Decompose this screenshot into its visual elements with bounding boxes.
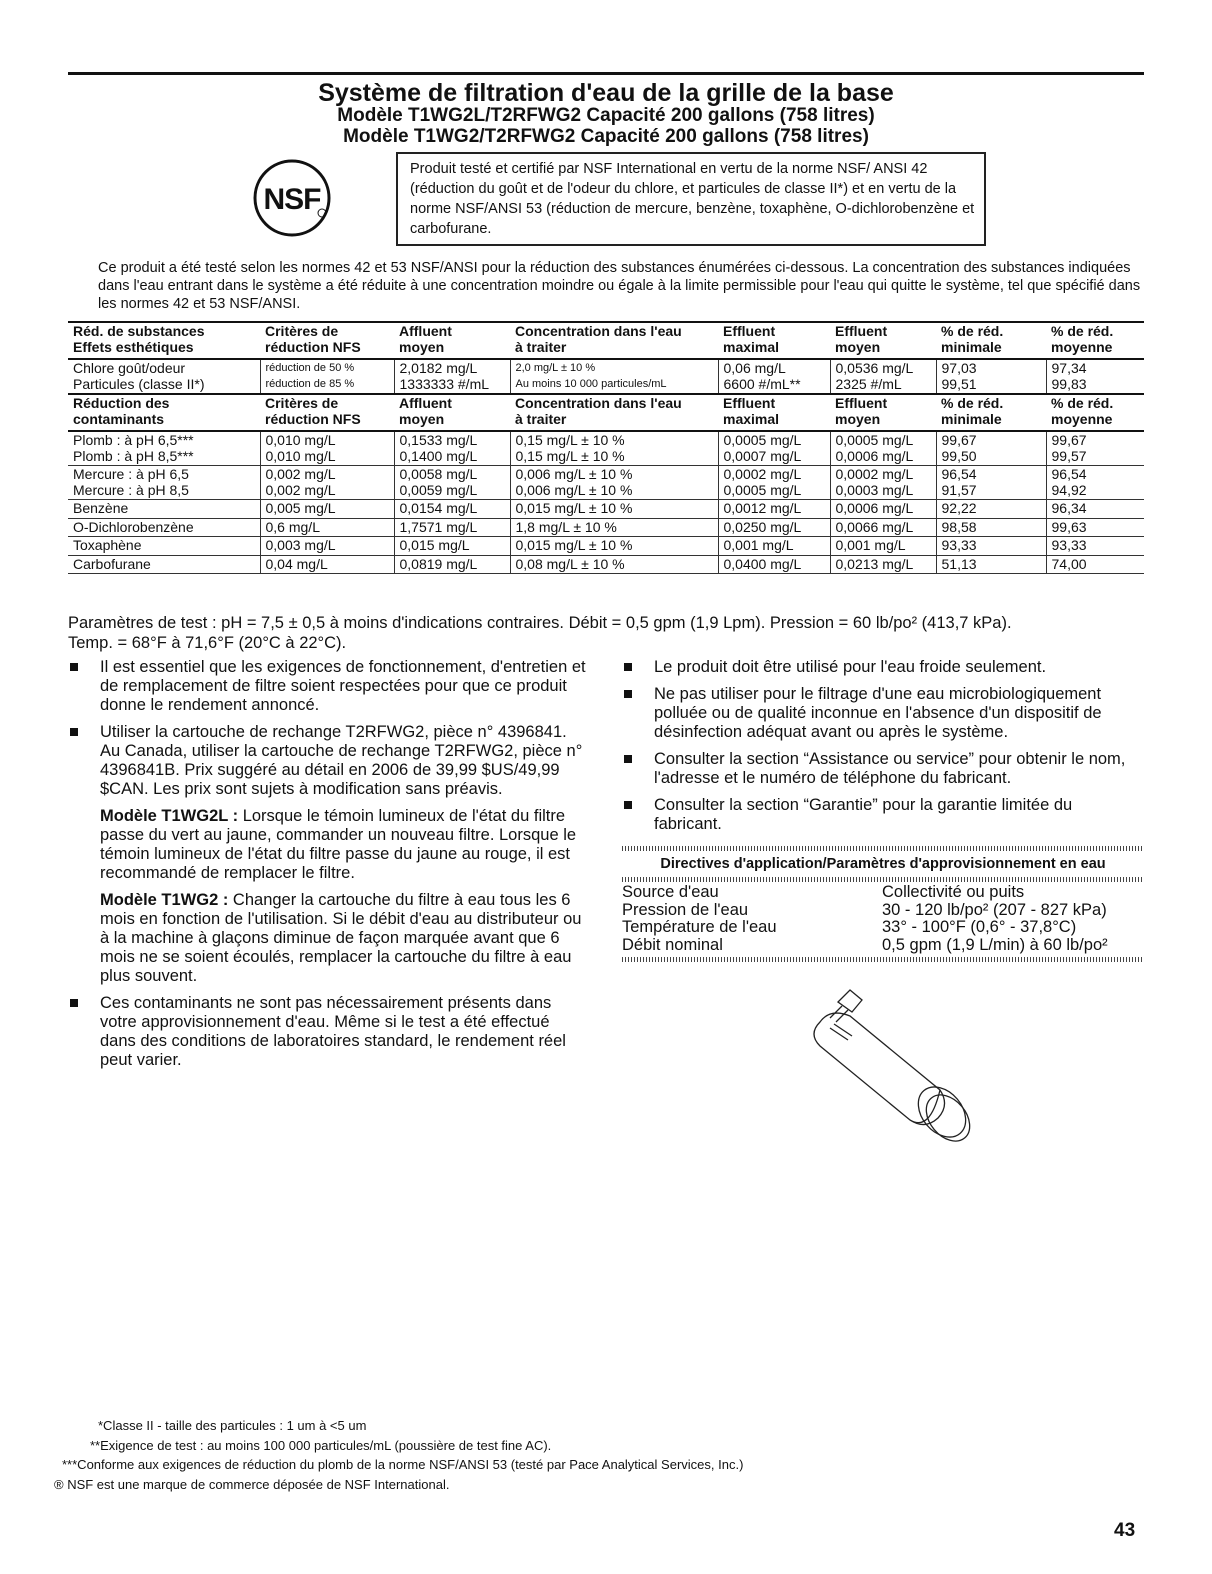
model-t1wg2l-label: Modèle T1WG2L :: [100, 807, 239, 825]
column-header: Critères de réduction NFS: [260, 394, 394, 431]
table-cell: O-Dichlorobenzène: [68, 518, 260, 537]
directive-key: Débit nominal: [622, 935, 723, 954]
table-cell: 97,03 99,51: [936, 359, 1046, 394]
page-number: 43: [1114, 1520, 1136, 1541]
performance-table: [68, 321, 1144, 574]
table-cell: 0,0006 mg/L: [830, 500, 936, 519]
directive-key: Pression de l'eau: [622, 900, 749, 919]
column-header: Effluent moyen: [830, 394, 936, 431]
table-cell: 0,1533 mg/L 0,1400 mg/L: [394, 431, 510, 466]
table-cell: 93,33: [1046, 537, 1144, 556]
table-cell: 2,0 mg/L ± 10 % Au moins 10 000 particules/mL: [510, 359, 718, 394]
table-cell: 0,06 mg/L 6600 #/mL**: [718, 359, 830, 394]
table-cell: 0,003 mg/L: [260, 537, 394, 556]
directive-key: Source d'eau: [622, 883, 719, 901]
table-cell: 96,54 91,57: [936, 466, 1046, 500]
top-rule: [68, 72, 1144, 75]
table-cell: 0,0066 mg/L: [830, 518, 936, 537]
table-row: [68, 359, 1144, 394]
table-cell: 0,0819 mg/L: [394, 555, 510, 574]
directive-value: 0,5 gpm (1,9 L/min) à 60 lb/po²: [882, 935, 1108, 954]
column-header: Critères de réduction NFS: [260, 322, 394, 359]
page-title: Système de filtration d'eau de la grille de la base: [318, 79, 894, 107]
table-cell: 96,54 94,92: [1046, 466, 1144, 500]
header-row-contaminants: [68, 394, 1144, 431]
nsf-certification-box: Produit testé et certifié par NSF International en vertu de la norme NSF/ ANSI 42 (réduction du goût et de l'odeur du chlore, et particules de classe II*) et en vertu de la norme NSF/ANSI 53 (réduction de mercure, benzène, toxaphène, O-dichlorobenzène et carbofurane.: [396, 152, 986, 246]
model-t1wg2-label: Modèle T1WG2 :: [100, 891, 229, 909]
intro-paragraph: Ce produit a été testé selon les normes 42 et 53 NSF/ANSI pour la réduction des substances énumérées ci-dessous. La concentration des substances indiquées dans l'eau entrant dans le système a été réduite à une concentration moindre ou égale à la limite permissible pour l'eau qui quitte le système, tel que spécifié dans les normes 42 et 53 NSF/ANSI.: [98, 260, 1141, 312]
dotted-rule: [622, 957, 1144, 962]
model-t1wg2l-note: [68, 807, 586, 883]
table-cell: Carbofurane: [68, 555, 260, 574]
directive-row: [622, 884, 1144, 902]
table-row: [68, 466, 1144, 500]
left-column: [68, 658, 586, 1078]
model-t1wg2-text: Changer la cartouche du filtre à eau tous les 6 mois en fonction de l'utilisation. Si le débit d'eau au distributeur ou à la machine à glaçons diminue de façon marquée avant que 6 mois ne se soient écoulés, remplacer la cartouche du filtre à eau plus souvent.: [100, 891, 582, 985]
column-header: Réduction des contaminants: [68, 394, 260, 431]
column-header: Affluent moyen: [394, 322, 510, 359]
header-row-aesthetic: [68, 322, 1144, 359]
column-header: Effluent maximal: [718, 394, 830, 431]
directive-value: Collectivité ou puits: [882, 883, 1025, 901]
bullet-assistance: Consulter la section “Assistance ou service” pour obtenir le nom, l'adresse et le numéro de téléphone du fabricant.: [622, 750, 1144, 788]
table-row: [68, 500, 1144, 519]
table-cell: 0,015 mg/L: [394, 537, 510, 556]
table-row: [68, 518, 1144, 537]
model-t1wg2-note: [68, 891, 586, 986]
bullet-unsafe-water: Ne pas utiliser pour le filtrage d'une eau microbiologiquement polluée ou de qualité inconnue en l'absence d'un dispositif de désinfection adéquat avant ou après le système.: [622, 685, 1144, 742]
column-header: % de réd. minimale: [936, 394, 1046, 431]
test-parameters: [68, 613, 1158, 653]
table-cell: 0,0154 mg/L: [394, 500, 510, 519]
column-header: % de réd. moyenne: [1046, 322, 1144, 359]
table-cell: 97,34 99,83: [1046, 359, 1144, 394]
table-cell: 98,58: [936, 518, 1046, 537]
bullet-warranty: Consulter la section “Garantie” pour la garantie limitée du fabricant.: [622, 796, 1144, 834]
table-cell: 0,001 mg/L: [830, 537, 936, 556]
nsf-logo: [252, 158, 332, 238]
footnotes: [50, 1416, 743, 1494]
table-cell: 74,00: [1046, 555, 1144, 574]
table-cell: 1,7571 mg/L: [394, 518, 510, 537]
table-cell: 0,002 mg/L 0,002 mg/L: [260, 466, 394, 500]
column-header: % de réd. minimale: [936, 322, 1046, 359]
column-header: Effluent moyen: [830, 322, 936, 359]
table-cell: 0,0005 mg/L 0,0007 mg/L: [718, 431, 830, 466]
table-cell: Plomb : à pH 6,5*** Plomb : à pH 8,5***: [68, 431, 260, 466]
water-filter-cartridge-illustration: [790, 980, 1000, 1150]
table-cell: 0,08 mg/L ± 10 %: [510, 555, 718, 574]
bullet-replacement-cartridge: Utiliser la cartouche de rechange T2RFWG2, pièce n° 4396841. Au Canada, utiliser la cartouche de rechange T2RFWG2, pièce n° 4396841B. Prix suggéré au détail en 2006 de 39,99 $US/49,99 $CAN. Les prix sont sujets à modification sans préavis.: [68, 723, 586, 799]
table-cell: 0,0002 mg/L 0,0003 mg/L: [830, 466, 936, 500]
directives-title: Directives d'application/Paramètres d'approvisionnement en eau: [660, 856, 1106, 872]
table-cell: 99,67 99,57: [1046, 431, 1144, 466]
test-parameters-line-1: Paramètres de test : pH = 7,5 ± 0,5 à moins d'indications contraires. Débit = 0,5 gpm (1,9 Lpm). Pression = 60 lb/po² (413,7 kPa).: [68, 614, 1012, 632]
table-cell: 96,34: [1046, 500, 1144, 519]
directive-row: [622, 919, 1144, 937]
bullet-contaminants: Ces contaminants ne sont pas nécessairement présents dans votre approvisionnement d'eau. Même si le test a été effectué dans des conditions de laboratoires standard, le rendement réel peut varier.: [68, 994, 586, 1070]
table-cell: 0,015 mg/L ± 10 %: [510, 537, 718, 556]
footnote-trademark: ® NSF est une marque de commerce déposée de NSF International.: [54, 1476, 450, 1492]
directive-row: [622, 937, 1144, 955]
table-cell: 0,15 mg/L ± 10 % 0,15 mg/L ± 10 %: [510, 431, 718, 466]
table-cell: 0,0012 mg/L: [718, 500, 830, 519]
table-cell: 99,63: [1046, 518, 1144, 537]
test-parameters-line-2: Temp. = 68°F à 71,6°F (20°C à 22°C).: [68, 634, 347, 652]
column-header: Concentration dans l'eau à traiter: [510, 322, 718, 359]
table-cell: 0,6 mg/L: [260, 518, 394, 537]
directive-key: Température de l'eau: [622, 918, 777, 936]
table-cell: Chlore goût/odeur Particules (classe II*): [68, 359, 260, 394]
table-cell: 0,0213 mg/L: [830, 555, 936, 574]
table-cell: 0,0400 mg/L: [718, 555, 830, 574]
column-header: Effluent maximal: [718, 322, 830, 359]
table-cell: 93,33: [936, 537, 1046, 556]
column-header: Réd. de substances Effets esthétiques: [68, 322, 260, 359]
bullet-cold-water: Le produit doit être utilisé pour l'eau froide seulement.: [622, 658, 1144, 677]
bullet-requirements: Il est essentiel que les exigences de fonctionnement, d'entretien et de remplacement de filtre soient respectées pour que ce produit donne le rendement annoncé.: [68, 658, 586, 715]
table-cell: 0,005 mg/L: [260, 500, 394, 519]
table-cell: 0,001 mg/L: [718, 537, 830, 556]
column-header: Concentration dans l'eau à traiter: [510, 394, 718, 431]
table-cell: 51,13: [936, 555, 1046, 574]
directive-value: 33° - 100°F (0,6° - 37,8°C): [882, 918, 1077, 936]
footnote-3: ***Conforme aux exigences de réduction du plomb de la norme NSF/ANSI 53 (testé par Pace Analytical Services, Inc.): [62, 1457, 744, 1472]
model-subtitle-1: Modèle T1WG2L/T2RFWG2 Capacité 200 gallons (758 litres): [337, 105, 875, 126]
table-cell: Mercure : à pH 6,5 Mercure : à pH 8,5: [68, 466, 260, 500]
table-cell: 0,010 mg/L 0,010 mg/L: [260, 431, 394, 466]
table-cell: Toxaphène: [68, 537, 260, 556]
table-cell: 0,0536 mg/L 2325 #/mL: [830, 359, 936, 394]
table-cell: 92,22: [936, 500, 1046, 519]
right-column: [622, 658, 1144, 962]
directive-row: [622, 902, 1144, 920]
table-cell: 0,015 mg/L ± 10 %: [510, 500, 718, 519]
table-cell: 0,0058 mg/L 0,0059 mg/L: [394, 466, 510, 500]
footnote-2: **Exigence de test : au moins 100 000 particules/mL (poussière de test fine AC).: [90, 1437, 552, 1453]
directive-value: 30 - 120 lb/po² (207 - 827 kPa): [882, 900, 1107, 919]
directives-box: [622, 846, 1144, 962]
table-row: [68, 431, 1144, 466]
model-subtitle-2: Modèle T1WG2/T2RFWG2 Capacité 200 gallons (758 litres): [343, 126, 869, 147]
table-cell: 0,006 mg/L ± 10 % 0,006 mg/L ± 10 %: [510, 466, 718, 500]
table-row: [68, 555, 1144, 574]
footnote-1: *Classe II - taille des particules : 1 um à <5 um: [98, 1418, 367, 1433]
table-cell: réduction de 50 % réduction de 85 %: [260, 359, 394, 394]
table-cell: 1,8 mg/L ± 10 %: [510, 518, 718, 537]
table-cell: 0,0250 mg/L: [718, 518, 830, 537]
table-cell: 0,0002 mg/L 0,0005 mg/L: [718, 466, 830, 500]
column-header: Affluent moyen: [394, 394, 510, 431]
table-cell: 99,67 99,50: [936, 431, 1046, 466]
table-cell: Benzène: [68, 500, 260, 519]
table-row: [68, 537, 1144, 556]
table-cell: 0,04 mg/L: [260, 555, 394, 574]
svg-text:NSF: NSF: [263, 183, 321, 216]
model-t1wg2l-text: Lorsque le témoin lumineux de l'état du filtre passe du vert au jaune, commander un nouveau filtre. Lorsque le témoin lumineux de l'état du filtre passe du jaune au rouge, il est recommandé de remplacer le filtre.: [100, 807, 577, 882]
column-header: % de réd. moyenne: [1046, 394, 1144, 431]
table-cell: 2,0182 mg/L 1333333 #/mL: [394, 359, 510, 394]
table-cell: 0,0005 mg/L 0,0006 mg/L: [830, 431, 936, 466]
